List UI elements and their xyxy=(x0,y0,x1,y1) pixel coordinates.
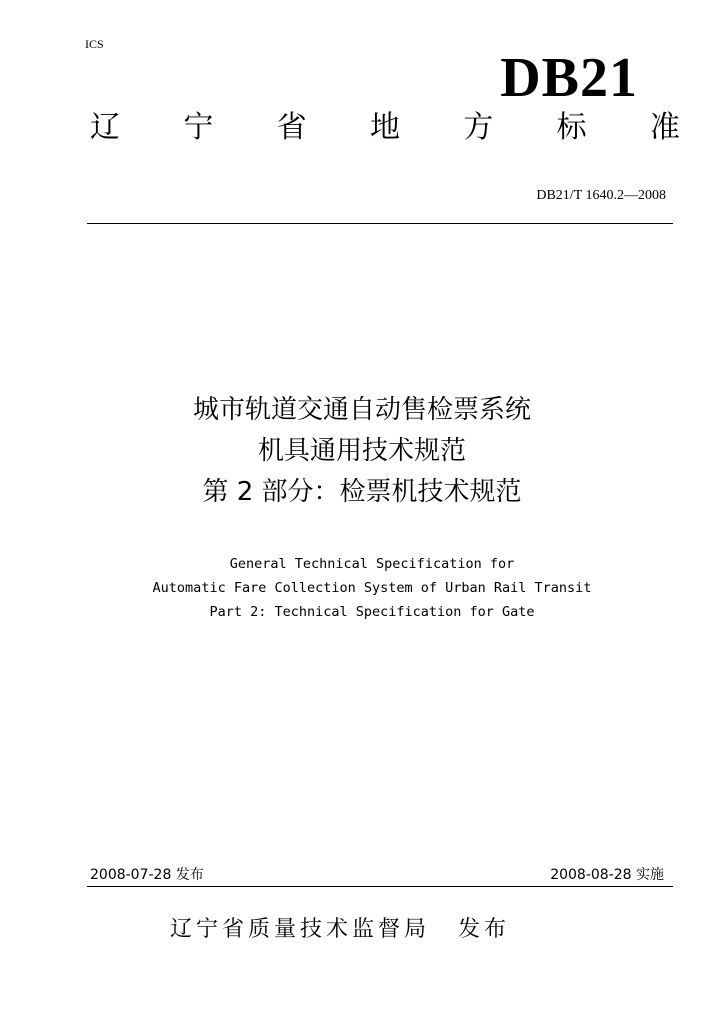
chinese-title-line-1: 城市轨道交通自动售检票系统 xyxy=(192,395,531,425)
standard-type-char: 方 xyxy=(463,110,494,145)
standard-type-char: 省 xyxy=(276,110,307,145)
publisher-line xyxy=(170,912,510,943)
standard-type-char: 辽 xyxy=(90,110,120,145)
implementation-date: 2008-08-28 实施 xyxy=(550,867,664,883)
english-title xyxy=(0,552,724,624)
chinese-title-line-2: 机具通用技术规范 xyxy=(257,436,466,466)
standard-type-title xyxy=(90,110,680,145)
bottom-divider xyxy=(87,886,673,887)
english-title-line-2: Automatic Fare Collection System of Urban Rail Transit xyxy=(152,580,592,596)
publisher-name: 辽宁省质量技术监督局 xyxy=(170,917,431,942)
english-title-line-1: General Technical Specification for xyxy=(229,556,515,572)
top-divider xyxy=(87,223,673,224)
issue-date: 2008-07-28 发布 xyxy=(90,867,204,883)
standard-type-char: 地 xyxy=(369,110,400,145)
standard-type-char: 准 xyxy=(649,110,680,145)
standard-type-char: 宁 xyxy=(183,110,214,145)
chinese-title-line-3: 第 2 部分：检票机技术规范 xyxy=(202,477,522,507)
standard-type-char: 标 xyxy=(556,110,587,145)
english-title-line-3: Part 2: Technical Specification for Gate xyxy=(209,604,535,620)
chinese-title xyxy=(0,390,724,513)
release-label: 发布 xyxy=(458,917,511,942)
ics-label: ICS xyxy=(85,37,104,51)
db21-logo: DB21 xyxy=(500,47,638,109)
standard-number: DB21/T 1640.2—2008 xyxy=(536,188,666,203)
